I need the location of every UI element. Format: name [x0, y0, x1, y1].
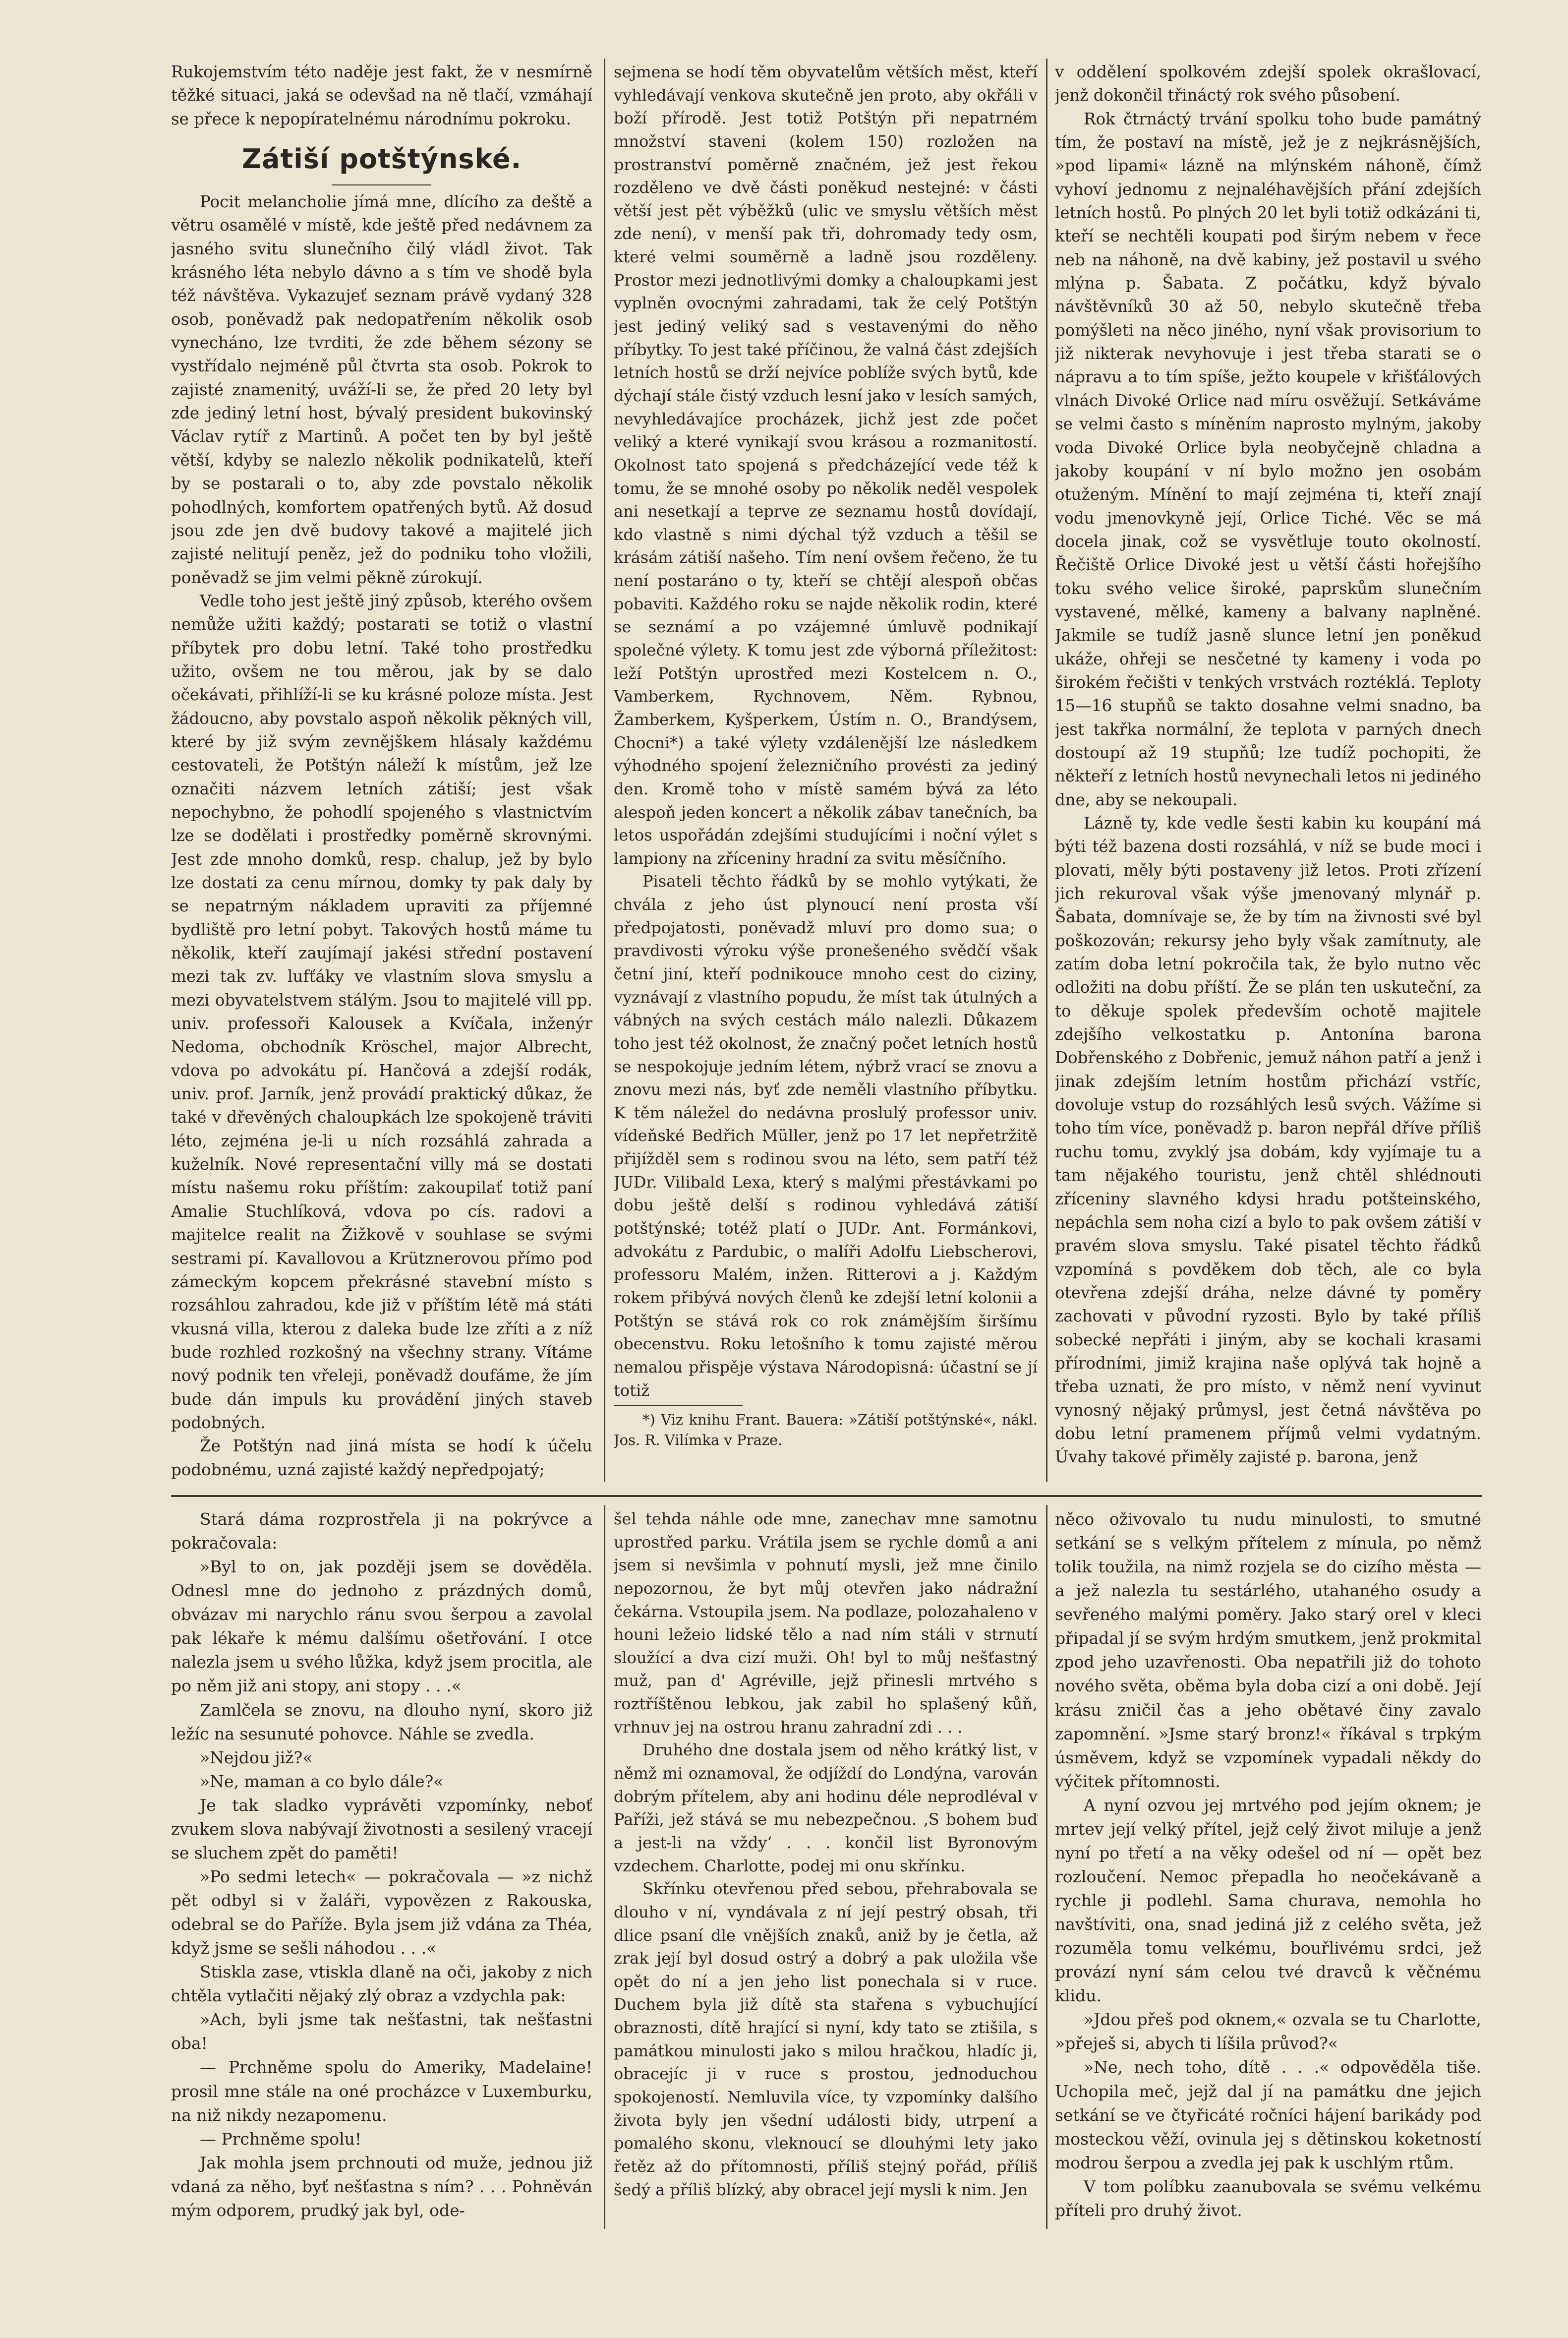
- story-paragraph: »Ach, byli jsme tak nešťastni, tak nešťastni oba!: [171, 2010, 592, 2053]
- upper-column-1: [171, 60, 592, 1484]
- footnote: *) Viz knihu Frant. Bauera: »Zátiší potštýnské«, nákl. Jos. R. Vilímka v Praze.: [614, 1411, 1038, 1449]
- article-paragraph: Pisateli těchto řádků by se mohlo vytýkati, že chvála z jeho úst plynoucí není prosta vší předpojatosti, poněvadž mluví pro domo sua; o pravdivosti výroku výše pronešeného svědčí však četní jiní, kteří podnikouce mnoho cest do ciziny, vyznávají z vlastního popudu, že míst tak útulných a vábných na svých cestách málo nalezli. Důkazem toho jest též okolnost, že značný počet letních hostů se nespokojuje jedním létem, nýbrž vrací se znovu a znovu mezi nás, byť zde neměli vlastního příbytku. K těm náležel do nedávna proslulý professor univ. vídeňské Bedřich Müller, jenž po 17 let nepřetržitě přijížděl sem s rodinou svou na léto, sem patří též JUDr. Vilibald Lexa, který s malými přestávkami po dobu ještě delší s rodinou vyhledává zátiší potštýnské; totéž platí o JUDr. Ant. Formánkovi, advokátu z Pardubic, o malíři Adolfu Liebscherovi, professoru Malém, inžen. Ritterovi a j. Každým rokem přibývá nových členů ke zdejší letní kolonii a Potštýn se stává rok co rok známějším širšímu obecenstvu. Roku letošního k tomu zajisté měrou nemalou přispěje výstava Národopisná: účastní se jí totiž: [614, 872, 1038, 1400]
- upper-column-3: [1055, 60, 1481, 1484]
- lower-column-1: [171, 1507, 592, 2231]
- story-paragraph: Druhého dne dostala jsem od něho krátký list, v němž mi oznamoval, že odjíždí do Londýna, varován dobrým přítelem, aby ani hodinu déle neprodléval v Paříži, jež stává se mu nebezpečnou. ‚S bohem buď a jest-li na vždy‘ . . . končil list Byronovým vzdechem. Charlotte, podej mi onu skřínku.: [614, 1740, 1038, 1875]
- story-paragraph: Stará dáma rozprostřela ji na pokrývce a pokračovala:: [171, 1509, 592, 1553]
- article-title: Zátiší potštýnské.: [241, 143, 522, 175]
- article-paragraph: Lázně ty, kde vedle šesti kabin ku koupání má býti též bazena dosti rozsáhlá, v níž se bude moci i plovati, měly býti postaveny již letos. Proti zřízení jich rekuroval však výše jmenovaný mlynář p. Šabata, domnívaje se, že by tím na živnosti své byl poškozován; rekursy jeho byly však zamítnuty, ale zatím doba letní pokročila tak, že bylo nutno věc odložiti na dobu příští. Že se plán ten uskuteční, za to děkuje spolek především ochotě majitele zdejšího velkostatku p. Antonína barona Dobřenského z Dobřenic, jemuž náhon patří a jenž i jinak zdejším letním hostům přichází vstříc, dovoluje vstup do rozsáhlých lesů svých. Vážíme si toho tím více, poněvadž p. baron nepřál dříve příliš ruchu tomu, zvyklý jsa dobám, kdy vyjímaje tu a tam nějakého touristu, jenž chtěl shlédnouti zříceniny slavného kdysi hradu potšteinského, nepáchla sem noha cizí a bylo to pak ovšem zátiší v pravém slova smyslu. Také pisatel těchto řádků vzpomíná s povděkem dob těch, ale co byla otevřena zdejší dráha, nelze dávné ty poměry zachovati v původní ryzosti. Bylo by také příliš sobecké nepřáti i jiným, aby se kochali krasami přírodními, jimiž krajina naše oplývá tak hojně a třeba uznati, že pro místo, v němž není vyvinut vynosný nějaký průmysl, jest četná návštěva po dobu letní pramenem příjmů velmi vydatným. Úvahy takové přiměly zajisté p. barona, jenž: [1055, 814, 1481, 1467]
- article-paragraph: sejmena se hodí těm obyvatelům větších měst, kteří vyhledávají venkova skutečně jen proto, aby okřáli v boží přírodě. Jest totiž Potštýn při nepatrném množství staveni (kolem 150) rozložen na prostranství poměrně značném, jež jest řekou rozděleno ve dvě části poněkud nestejné: v části větší jest pět výběžků (ulic ve smyslu větších měst zde není), v menší pak tři, dohromady tedy osm, které velmi souměrně a ladně jsou rozděleny. Prostor mezi jednotlivými domky a chaloupkami jest vyplněn ovocnými zahradami, tak že celý Potštýn jest jediný veliký sad s vestavenými do něho příbytky. To jest také příčinou, že valná část zdejších letních hostů se drží nejvíce poblíže svých bytů, kde dýchají stále čistý vzduch lesní jako v lesích samých, nevyhledávajíce procházek, jichž jest zde počet veliký a které vynikají svou krásou a rozmanitostí. Okolnost tato spojená s předcházející vede též k tomu, že se mnohé osoby po několik neděl vespolek ani nesetkají a teprve ze seznamu hostů dovídají, kdo vlastně s nimi dýchal týž vzduch a těšil se krásám zátiší našeho. Tím není ovšem řečeno, že tu není postaráno o ty, kteří se chtějí alespoň občas pobaviti. Každého roku se najde několik rodin, které se seznámí a po vzájemné úmluvě podnikají společné výlety. K tomu jest zde výborná příležitost: leží Potštýn uprostřed mezi Kostelcem n. O., Vamberkem, Rychnovem, Něm. Rybnou, Žamberkem, Kyšperkem, Ústím n. O., Brandýsem, Chocni*) a také výlety vzdálenější lze následkem výhodného spojení železničního provésti za jediný den. Kromě toho v místě samém bývá za léto alespoň jeden koncert a několik zábav tanečních, ba letos uspořádán zdejšími studujícími i noční výlet s lampiony na zříceniny hradní za svitu měsíčního.: [614, 62, 1038, 868]
- story-paragraph: Skřínku otevřenou před sebou, přehrabovala se dlouho v ní, vyndávala z ní její pestrý obsah, tři dlice psaní dle vnějších znaků, aniž by je četla, až zrak její byl dosud ostrý a dobrý a pak uložila vše opět do ní a jen jeho list ponechala si v ruce. Duchem byla již dítě sta stařena s vybuchující obraznosti, dítě hrající si nyní, kdy tato se ztišila, s památkou minulosti jako s milou hračkou, hladíc ji, obracejíc ji v ruce s prostou, jednoduchou spokojeností. Nemluvila více, ty vzpomínky dalšího života byly jen všední události bidy, utrpení a pomalého skonu, vleknoucí se dlouhými lety jako řetěz až do přítomnosti, příliš stejný pořád, příliš šedý a příliš blízký, aby obracel její mysli k nim. Jen: [614, 1879, 1038, 2199]
- article-paragraph: Pocit melancholie jímá mne, dlícího za deště a větru osamělé v místě, kde ještě před nedávnem za jasného svitu slunečního čilý vládl život. Tak krásného léta nebylo dávno a s tím ve shodě byla též návštěva. Vykazujeť seznam právě vydaný 328 osob, poněvadž pak nedopatřením několik osob vynecháno, lze tvrditi, že zde během sézony se vystřídalo nejméně půl čtvrta sta osob. Pokrok to zajisté znamenitý, uváží-li se, že před 20 lety byl zde jediný letní host, bývalý president bukovinský Václav rytíř z Martinů. A počet ten by byl ještě větší, kdyby se nalezlo několik podnikatelů, kteří by se postarali o to, aby zde povstalo několik pohodlných, komfortem opatřených bytů. Až dosud jsou zde jen dvě budovy takové a majitelé jich zajisté nelitují peněz, jež do podniku toho vložili, poněvadž se jim velmi pěkně zúrokují.: [171, 192, 592, 587]
- article-paragraph: Že Potštýn nad jiná místa se hodí k účelu podobnému, uzná zajisté každý nepředpojatý;: [171, 1437, 592, 1479]
- lower-column-3: [1055, 1507, 1481, 2231]
- upper-column-2: [614, 60, 1038, 1484]
- story-paragraph: »Ne, maman a co bylo dále?«: [200, 1771, 444, 1791]
- story-paragraph: »Nejdou již?«: [200, 1747, 313, 1767]
- story-paragraph: Stiskla zase, vtiskla dlaně na oči, jakoby z nich chtěla vytlačiti nějaký zlý obraz a vzdychla pak:: [171, 1962, 592, 2006]
- story-paragraph: šel tehda náhle ode mne, zanechav mne samotnu uprostřed parku. Vrátila jsem se rychle domů a ani jsem si nevšimla v pohnutí mysli, jež mne činilo nepozornou, že byt můj otevřen jako nádražní čekárna. Vstoupila jsem. Na podlaze, polozahaleno v houni ležeio lidské tělo a nad ním stáli v strnutí sloužící a dva cizí muži. Oh! byl to můj nešťastný muž, pan d' Agréville, jejž přinesli mrtvého s roztříštěnou lebkou, jak zabil ho splašený kůň, vrhnuv jej na ostrou hranu zahradní zdi . . .: [614, 1509, 1038, 1737]
- article-paragraph: v oddělení spolkovém zdejší spolek okrašlovací, jenž dokončil třináctý rok svého působení.: [1055, 62, 1481, 105]
- story-paragraph: »Po sedmi letech« — pokračovala — »z nichž pět odbyl si v žaláři, vypovězen z Rakouska, odebral se do Paříže. Byla jsem již vdána za Théa, když jsme se sešli náhodou . . .«: [171, 1866, 592, 1958]
- story-paragraph: V tom políbku zaanubovala se svému velkému příteli pro druhý život.: [1055, 2176, 1481, 2220]
- story-paragraph: A nyní ozvou jej mrtvého pod jejím oknem; je mrtev její velký přítel, jejž celý život miluje a jenž nyní po třetí a na věky odešel od ní — opět bez rozloučení. Nemoc přepadla ho neočekávaně a rychle ji podlehl. Sama churava, nemohla ho navštíviti, ona, snad jediná již z celého světa, jež rozuměla tomu velkému, bouřlivému srdci, jež provází nyní sám celou tvé dravců k věčnému klidu.: [1055, 1795, 1481, 2006]
- column-divider: [604, 1505, 605, 2229]
- column-divider: [1046, 1505, 1047, 2229]
- story-paragraph: Je tak sladko vyprávěti vzpomínky, neboť zvukem slova nabývají životnosti a sesilený vracejí se sluchem zpět do paměti!: [171, 1795, 592, 1862]
- column-divider: [1046, 59, 1047, 1482]
- story-paragraph: — Prchněme spolu!: [200, 2129, 362, 2149]
- story-paragraph: »Byl to on, jak později jsem se dověděla. Odnesl mne do jednoho z prázdných domů, obvázav mi narychlo ránu svou šerpou a zavolal pak lékaře k mému dalšímu ošetřování. I otce nalezla jsem u svého lůžka, když jsem procitla, ale po něm již ani stopy, ani stopy . . .«: [171, 1557, 592, 1696]
- section-divider: [171, 1495, 1482, 1497]
- column-divider: [604, 59, 605, 1482]
- title-rule: [332, 184, 431, 185]
- story-paragraph: »Ne, nech toho, dítě . . .« odpověděla tiše. Uchopila meč, jejž dal jí na památku dne jejich setkání se ve čtyřicáté ročníci hájení barikády pod mosteckou věží, ovinula jej s dětinskou koketností modrou šerpou a zvedla jej pak k uschlým rtům.: [1055, 2057, 1481, 2172]
- footnote-rule: [614, 1405, 743, 1406]
- story-paragraph: něco oživovalo tu nudu minulosti, to smutné setkání se s velkým přítelem z mínula, po němž tolik toužila, na nimž rozjela se do cizího města — a jež nalezla tu sestárlého, utahaného osudy a sevřeného malými poměry. Jako starý orel v kleci připadal jí se svým hrdým smutkem, jenž prokmital zpod jeho uzavřenosti. Oba nepatřili již do tohoto nového světa, oběma byla doba cizí a oni době. Její krásu zničil čas a jeho obětavé činy zavalo zapomnění. »Jsme starý bronz!« říkával s trpkým úsměvem, když se vzpomínek vypadali někdy do výčitek přítomnosti.: [1055, 1509, 1481, 1791]
- intro-paragraph: Rukojemstvím této naděje jest fakt, že v nesmírně těžké situaci, jaká se odevšad na ně tlačí, vzmáhají se přece k nepopíratelnému národnímu pokroku.: [171, 62, 592, 128]
- article-paragraph: Vedle toho jest ještě jiný způsob, kterého ovšem nemůže užiti každý; postarati se totiž o vlastní příbytek pro dobu letní. Také toho prostředku užito, ovšem ne tou měrou, jak by se dalo očekávati, přihlíží-li se ku krásné poloze místa. Jest žádoucno, aby povstalo aspoň několik pěkných vill, které by již svým zevnějškem hlásaly každému cestovateli, že Potštýn náleží k místům, jež lze označiti názvem letních zátiší; jest však nepochybno, že pohodlí spojeného s vlastnictvím lze se dodělati i prostředky poměrně skrovnými. Jest zde mnoho domků, resp. chalup, jež by bylo lze dostati za cenu mírnou, domky ty pak daly by se nepatrným nákladem upraviti za příjemné bydliště pro letní pobyt. Takových hostů máme tu několik, kteří zaujímají jakési střední postavení mezi tak zv. lufťáky ve vlastním slova smyslu a mezi obyvatelstvem stálým. Jsou to majitelé vill pp. univ. professoři Kalousek a Kvíčala, inženýr Nedoma, obchodník Kröschel, major Albrecht, vdova po advokátu pí. Hančová a zdejší rodák, univ. prof. Jarník, jenž provádí praktický důkaz, že také v dřevěných chaloupkách lze spokojeně tráviti léto, zejména je-li u ních rozsáhlá zahrada a kuželník. Nové representační villy má se dostati místu našemu roku příštím: zakoupilať totiž paní Amalie Stuchlíková, vdova po cís. radovi a majitelce realit na Žižkově v souhlase se svými sestrami pí. Kavallovou a Krütznerovou přímo pod zámeckým kopcem překrásné stavební místo s rozsáhlou zahradou, kde již v příštím létě má státi vkusná villa, kterou z daleka bude lze zříti a z níž bude rozhled rozkošný na všechny strany. Vítáme nový podnik ten vřeleji, poněvadž doufáme, že jím bude dán impuls ku provádění jiných staveb podobných.: [171, 591, 592, 1432]
- story-paragraph: Jak mohla jsem prchnouti od muže, jednou již vdaná za něho, byť nešťastna s ním? . . . Pohněván mým odporem, prudký jak byl, ode-: [171, 2153, 592, 2220]
- story-paragraph: — Prchněme spolu do Ameriky, Madelaine! prosil mne stále na oné procházce v Luxemburku, na niž nikdy nezapomenu.: [171, 2057, 592, 2125]
- lower-column-2: [614, 1507, 1038, 2231]
- story-paragraph: »Jdou přeš pod oknem,« ozvala se tu Charlotte, »přeješ si, abych ti líšila průvod?«: [1055, 2010, 1481, 2053]
- article-paragraph: Rok čtrnáctý trvání spolku toho bude památný tím, že postaví na místě, jež je z nejkrásnějších, »pod lipami« lázně na mlýnském náhoně, čímž vyhoví jednomu z nejnaléhavějších přání zdejších letních hostů. Po plných 20 let byli totiž odkázáni ti, kteří se nechtěli koupati pod širým nebem v řece neb na náhoně, na dvě kabiny, jež postavil u svého mlýna p. Šabata. Z počátku, když bývalo návštěvníků 30 až 50, nebylo skutečně třeba pomýšleti na něco jiného, nyní však provisorium to již nikterak nevyhovuje i jest třeba starati se o nápravu a to tím spíše, ježto koupele v křišťálových vlnách Divoké Orlice nad míru osvěžují. Setkáváme se velmi často s míněním naprosto mylným, jakoby voda Divoké Orlice byla neobyčejně chladna a jakoby koupání v ní bylo možno jen osobám otuženým. Mínění to mají zejména ti, kteří znají vodu jmenovkyně její, Orlice Tiché. Věc se má docela jinak, což se vysvětluje touto okolností. Řečiště Orlice Divoké jest u větší části hořejšího toku svého velice široké, paprskům slunečním vystavené, mělké, kameny a balvany naplněné. Jakmile se tudíž jasně slunce letní jen poněkud ukáže, ohřeji se nesčetné ty kameny i voda po širokém řečišti v tenkých vrstvách roztéklá. Teploty 15—16 stupňů se takto dosahne velmi snadno, ba jest takřka normální, že teplota v parných dnech dostoupí až 19 stupňů; lze tudíž pochopiti, že někteří z letních hostů nevynechali letos ni jediného dne, aby se nekoupali.: [1055, 109, 1481, 809]
- story-paragraph: Zamlčela se znovu, na dlouho nyní, skoro již ležíc na sesunuté pohovce. Náhle se zvedla.: [171, 1700, 592, 1743]
